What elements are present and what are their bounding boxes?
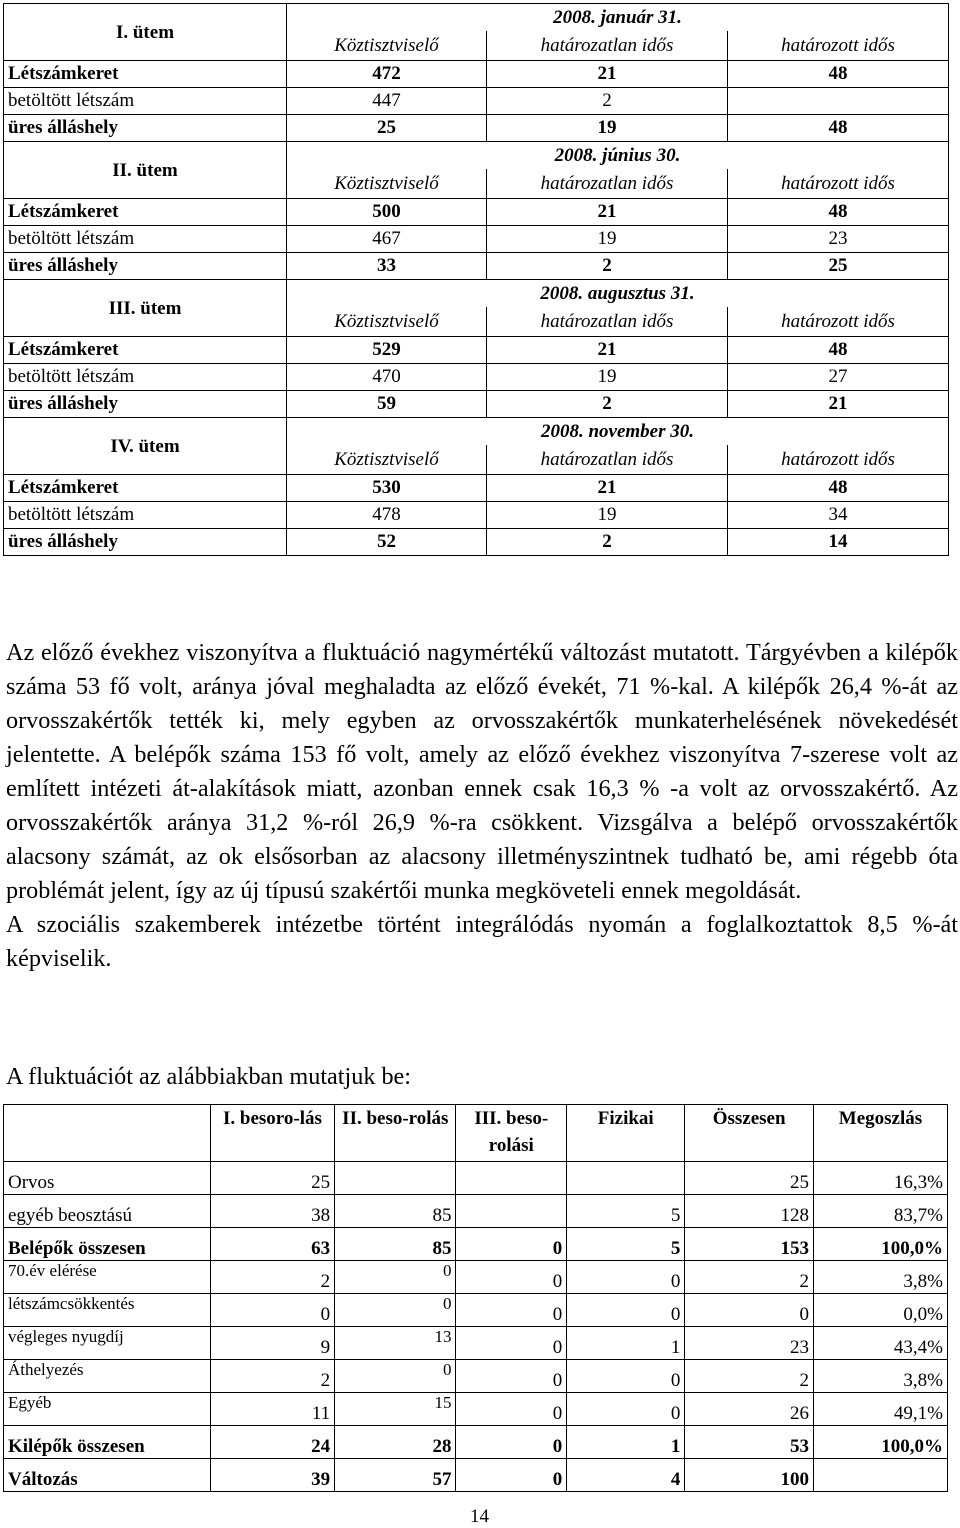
column-header: Köztisztviselő (287, 169, 487, 199)
table-row (4, 1360, 948, 1393)
row-value: 2 (210, 1360, 334, 1393)
row-value: 100,0% (813, 1228, 947, 1261)
row-value: 3,8% (813, 1261, 947, 1294)
row-value: 23 (728, 226, 949, 253)
page-number: 14 (470, 1506, 489, 1527)
row-value: 43,4% (813, 1327, 947, 1360)
row-value: 21 (487, 199, 728, 226)
row-value: 48 (728, 115, 949, 142)
row-value: 1 (567, 1426, 685, 1459)
table-row (4, 364, 949, 391)
row-value: 5 (567, 1228, 685, 1261)
row-label: Belépők összesen (4, 1228, 211, 1261)
column-header: határozatlan idős (487, 31, 728, 61)
row-value: 48 (728, 337, 949, 364)
table-row (4, 337, 949, 364)
row-value: 153 (685, 1228, 814, 1261)
row-value (335, 1162, 456, 1195)
column-header: Köztisztviselő (287, 445, 487, 475)
row-value: 0 (567, 1393, 685, 1426)
row-value: 100 (685, 1459, 814, 1492)
row-value: 2 (685, 1360, 814, 1393)
row-value: 24 (210, 1426, 334, 1459)
column-header: határozott idős (728, 307, 949, 337)
table-row (4, 88, 949, 115)
row-value: 85 (335, 1228, 456, 1261)
column-header: Megoszlás (813, 1105, 947, 1162)
row-value: 57 (335, 1459, 456, 1492)
row-value: 478 (287, 502, 487, 529)
row-value (728, 88, 949, 115)
table-row (4, 529, 949, 556)
table-row (4, 502, 949, 529)
stage-title: IV. ütem (4, 418, 287, 475)
row-label: Létszámkeret (4, 199, 287, 226)
row-value: 13 (335, 1327, 456, 1360)
table-row (4, 475, 949, 502)
row-label: Létszámkeret (4, 475, 287, 502)
column-header: II. beso-rolás (335, 1105, 456, 1162)
row-value: 530 (287, 475, 487, 502)
row-value (567, 1162, 685, 1195)
row-value: 472 (287, 61, 487, 88)
table-row (4, 61, 949, 88)
table-row (4, 391, 949, 418)
row-label: Létszámkeret (4, 61, 287, 88)
row-value: 2 (685, 1261, 814, 1294)
paragraph-1: Az előző évekhez viszonyítva a fluktuáció nagymértékű változást mutatott. Tárgyévben a kilépők száma 53 fő volt, aránya jóval meghaladta az előző évekét, 71 %-kal. A kilépők 26,4 %-át az orvosszakértők tették ki, mely egyben az orvosszakértők munkaterhelésének növekedését jelentette. A belépők száma 153 fő volt, amely az előző évekhez viszonyítva 7-szerese volt az említett intézeti át-alakítások miatt, azonban ennek csak 16,3 % -a volt az orvosszakértő. Az orvosszakértők aránya 31,2 %-ról 26,9 %-ra csökkent. Vizsgálva a belépő orvosszakértők alacsony számát, az ok elsősorban az alacsony illetményszintnek tudható be, ami régebb óta problémát jelent, így az új típusú szakértői munka megköveteli ennek megoldását. (6, 639, 958, 904)
row-label: üres álláshely (4, 115, 287, 142)
row-value: 53 (685, 1426, 814, 1459)
row-value: 0 (456, 1459, 567, 1492)
row-value (813, 1459, 947, 1492)
row-value: 2 (487, 253, 728, 280)
row-label: betöltött létszám (4, 502, 287, 529)
row-value: 0 (335, 1360, 456, 1393)
row-value: 52 (287, 529, 487, 556)
row-value: 34 (728, 502, 949, 529)
row-label: Áthelyezés (4, 1360, 211, 1393)
row-value: 48 (728, 475, 949, 502)
row-value: 9 (210, 1327, 334, 1360)
row-value: 0 (456, 1261, 567, 1294)
stage-header-row (4, 142, 949, 170)
row-value: 21 (487, 337, 728, 364)
stage-date: 2008. január 31. (287, 4, 949, 32)
row-value: 14 (728, 529, 949, 556)
column-header: határozott idős (728, 31, 949, 61)
row-value: 0 (567, 1261, 685, 1294)
table-row (4, 199, 949, 226)
column-header: Összesen (685, 1105, 814, 1162)
row-value: 38 (210, 1195, 334, 1228)
row-value: 0 (567, 1360, 685, 1393)
stage-date: 2008. augusztus 31. (287, 280, 949, 308)
table-row (4, 226, 949, 253)
fluctuation-header-row (4, 1105, 948, 1162)
row-value (456, 1195, 567, 1228)
row-value: 4 (567, 1459, 685, 1492)
row-value: 467 (287, 226, 487, 253)
row-value: 21 (487, 475, 728, 502)
row-value: 25 (685, 1162, 814, 1195)
row-value: 3,8% (813, 1360, 947, 1393)
row-value (456, 1162, 567, 1195)
row-value: 0 (456, 1426, 567, 1459)
row-value: 83,7% (813, 1195, 947, 1228)
row-label: betöltött létszám (4, 88, 287, 115)
row-value: 19 (487, 364, 728, 391)
stage-title: III. ütem (4, 280, 287, 337)
row-label: egyéb beosztású (4, 1195, 211, 1228)
row-value: 0 (335, 1294, 456, 1327)
row-value: 0 (210, 1294, 334, 1327)
row-value: 85 (335, 1195, 456, 1228)
table-row (4, 1426, 948, 1459)
fluctuation-text (6, 636, 958, 976)
row-value: 0 (456, 1393, 567, 1426)
row-label: Egyéb (4, 1393, 211, 1426)
stage-title: II. ütem (4, 142, 287, 199)
table-row (4, 1459, 948, 1492)
row-value: 21 (487, 61, 728, 88)
row-value: 500 (287, 199, 487, 226)
row-value: 16,3% (813, 1162, 947, 1195)
row-label: végleges nyugdíj (4, 1327, 211, 1360)
row-label: üres álláshely (4, 391, 287, 418)
staffing-table (3, 3, 949, 556)
table-row (4, 1294, 948, 1327)
paragraph-2: A szociális szakemberek intézetbe történt integrálódás nyomán a foglalkoztattok 8,5 %-át képviselik. (6, 911, 958, 972)
table-row (4, 1195, 948, 1228)
row-value: 11 (210, 1393, 334, 1426)
row-value: 100,0% (813, 1426, 947, 1459)
fluctuation-intro: A fluktuációt az alábbiakban mutatjuk be: (6, 1063, 412, 1090)
row-value: 0 (456, 1327, 567, 1360)
column-header: határozatlan idős (487, 445, 728, 475)
row-value: 23 (685, 1327, 814, 1360)
stage-header-row (4, 280, 949, 308)
row-label: Változás (4, 1459, 211, 1492)
row-value: 2 (487, 391, 728, 418)
row-label: Létszámkeret (4, 337, 287, 364)
column-header: Köztisztviselő (287, 31, 487, 61)
row-value: 2 (487, 529, 728, 556)
row-label: üres álláshely (4, 529, 287, 556)
row-value: 63 (210, 1228, 334, 1261)
fluctuation-table (3, 1104, 948, 1492)
row-value: 19 (487, 115, 728, 142)
stage-header-row (4, 418, 949, 446)
row-value: 48 (728, 61, 949, 88)
column-header: határozatlan idős (487, 307, 728, 337)
row-value: 0 (567, 1294, 685, 1327)
row-label: létszámcsökkentés (4, 1294, 211, 1327)
row-value: 529 (287, 337, 487, 364)
stage-title: I. ütem (4, 4, 287, 61)
row-value: 28 (335, 1426, 456, 1459)
row-value: 0 (335, 1261, 456, 1294)
row-value: 2 (210, 1261, 334, 1294)
table-row (4, 1162, 948, 1195)
column-header: III. beso-rolási (456, 1105, 567, 1162)
row-value: 26 (685, 1393, 814, 1426)
column-header: határozott idős (728, 169, 949, 199)
column-header: I. besoro-lás (210, 1105, 334, 1162)
row-value: 25 (728, 253, 949, 280)
row-label: Kilépők összesen (4, 1426, 211, 1459)
row-value: 25 (210, 1162, 334, 1195)
row-value: 447 (287, 88, 487, 115)
row-value: 5 (567, 1195, 685, 1228)
row-value: 1 (567, 1327, 685, 1360)
table-row (4, 1393, 948, 1426)
table-row (4, 115, 949, 142)
row-value: 39 (210, 1459, 334, 1492)
row-value: 25 (287, 115, 487, 142)
table-row (4, 253, 949, 280)
row-value: 33 (287, 253, 487, 280)
column-header (4, 1105, 211, 1162)
row-value: 0 (456, 1360, 567, 1393)
row-value: 0 (685, 1294, 814, 1327)
row-value: 128 (685, 1195, 814, 1228)
row-label: betöltött létszám (4, 226, 287, 253)
row-value: 0 (456, 1294, 567, 1327)
column-header: Köztisztviselő (287, 307, 487, 337)
row-value: 0 (456, 1228, 567, 1261)
row-value: 0,0% (813, 1294, 947, 1327)
row-label: üres álláshely (4, 253, 287, 280)
row-label: betöltött létszám (4, 364, 287, 391)
table-row (4, 1327, 948, 1360)
column-header: határozatlan idős (487, 169, 728, 199)
table-row (4, 1228, 948, 1261)
column-header: Fizikai (567, 1105, 685, 1162)
row-value: 2 (487, 88, 728, 115)
table-row (4, 1261, 948, 1294)
row-value: 21 (728, 391, 949, 418)
row-value: 27 (728, 364, 949, 391)
row-value: 470 (287, 364, 487, 391)
row-value: 59 (287, 391, 487, 418)
row-value: 49,1% (813, 1393, 947, 1426)
column-header: határozott idős (728, 445, 949, 475)
row-value: 19 (487, 226, 728, 253)
row-label: Orvos (4, 1162, 211, 1195)
row-value: 48 (728, 199, 949, 226)
row-value: 15 (335, 1393, 456, 1426)
stage-header-row (4, 4, 949, 32)
stage-date: 2008. november 30. (287, 418, 949, 446)
row-value: 19 (487, 502, 728, 529)
stage-date: 2008. június 30. (287, 142, 949, 170)
row-label: 70.év elérése (4, 1261, 211, 1294)
